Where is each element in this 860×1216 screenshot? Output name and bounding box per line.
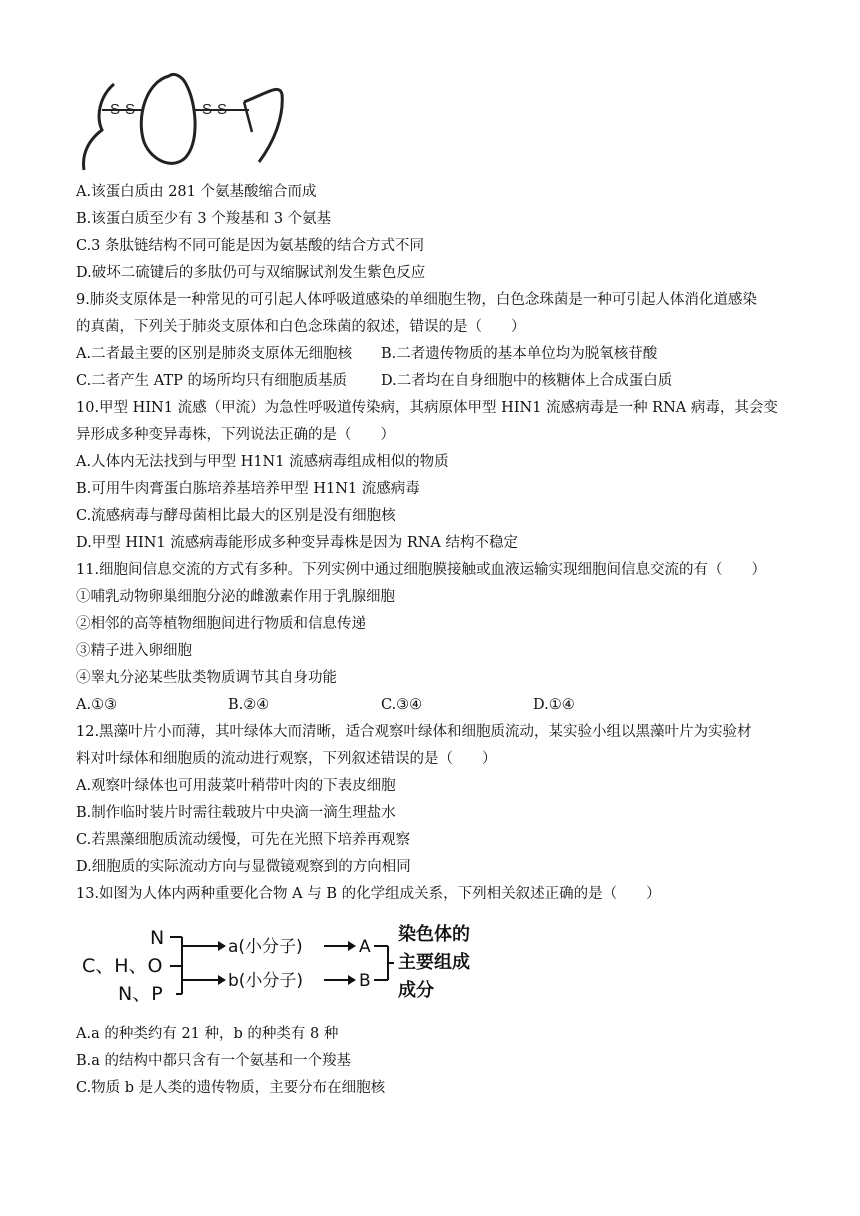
q10-option-d: D.甲型 HIN1 流感病毒能形成多种变异毒株是因为 RNA 结构不稳定 bbox=[76, 535, 519, 551]
q11-item-3: ③精子进入卵细胞 bbox=[76, 643, 192, 659]
protein-disulfide-figure bbox=[74, 62, 304, 172]
element-c-h-o: C、H、O bbox=[82, 955, 163, 977]
q12-stem-line2: 料对叶绿体和细胞质的流动进行观察，下列叙述错误的是（ ） bbox=[76, 751, 497, 767]
q10-option-b: B.可用牛肉膏蛋白胨培养基培养甲型 H1N1 流感病毒 bbox=[76, 481, 420, 497]
compound-a: A bbox=[359, 937, 371, 957]
q8-option-d: D.破坏二硫键后的多肽仍可与双缩脲试剂发生紫色反应 bbox=[76, 265, 426, 281]
q13-stem: 13.如图为人体内两种重要化合物 A 与 B 的化学组成关系，下列相关叙述正确的是（ ） bbox=[76, 886, 661, 902]
disulfide-label-left: S-S bbox=[110, 101, 136, 118]
q12-option-d: D.细胞质的实际流动方向与显微镜观察到的方向相同 bbox=[76, 859, 411, 875]
q9-stem-line1: 9.肺炎支原体是一种常见的可引起人体呼吸道感染的单细胞生物，白色念珠菌是一种可引起人体消化道感染 bbox=[76, 292, 757, 308]
q8-option-c: C.3 条肽链结构不同可能是因为氨基酸的结合方式不同 bbox=[76, 238, 425, 254]
q13-option-a: A.a 的种类约有 21 种，b 的种类有 8 种 bbox=[76, 1026, 339, 1042]
b-small-molecule: b(小分子) bbox=[228, 971, 304, 991]
q13-option-b: B.a 的结构中都只含有一个氨基和一个羧基 bbox=[76, 1053, 352, 1069]
q10-stem-line2: 异形成多种变异毒株，下列说法正确的是（ ） bbox=[76, 427, 395, 443]
q11-item-4: ④睾丸分泌某些肽类物质调节其自身功能 bbox=[76, 670, 337, 686]
q8-option-b: B.该蛋白质至少有 3 个羧基和 3 个氨基 bbox=[76, 211, 332, 227]
result-line1: 染色体的 bbox=[398, 924, 470, 945]
q12-stem-line1: 12.黑藻叶片小而薄，其叶绿体大而清晰，适合观察叶绿体和细胞质流动，某实验小组以黑藻叶片为实验材 bbox=[76, 724, 752, 740]
q9-option-b: B.二者遗传物质的基本单位均为脱氧核苷酸 bbox=[381, 346, 658, 362]
q10-option-a: A.人体内无法找到与甲型 H1N1 流感病毒组成相似的物质 bbox=[76, 454, 449, 470]
q11-option-a: A.①③ bbox=[76, 697, 118, 713]
q11-stem: 11.细胞间信息交流的方式有多种。下列实例中通过细胞膜接触或血液运输实现细胞间信息交流的有（ ） bbox=[76, 562, 767, 578]
element-n: N bbox=[150, 927, 165, 949]
result-line2: 主要组成 bbox=[398, 952, 470, 973]
q12-option-b: B.制作临时装片时需往载玻片中央滴一滴生理盐水 bbox=[76, 805, 396, 821]
q10-stem-line1: 10.甲型 HIN1 流感（甲流）为急性呼吸道传染病，其病原体甲型 HIN1 流感病毒是一种 RNA 病毒，其会变 bbox=[76, 400, 778, 416]
q12-option-a: A.观察叶绿体也可用菠菜叶稍带叶肉的下表皮细胞 bbox=[76, 778, 396, 794]
q11-item-2: ②相邻的高等植物细胞间进行物质和信息传递 bbox=[76, 616, 366, 632]
a-small-molecule: a(小分子) bbox=[228, 937, 303, 957]
q11-item-1: ①哺乳动物卵巢细胞分泌的雌激素作用于乳腺细胞 bbox=[76, 589, 395, 605]
disulfide-label-right: S-S bbox=[202, 101, 228, 118]
element-n-p: N、P bbox=[118, 983, 163, 1005]
q11-option-d: D.①④ bbox=[533, 697, 575, 713]
q8-option-a: A.该蛋白质由 281 个氨基酸缩合而成 bbox=[76, 184, 317, 200]
q11-option-b: B.②④ bbox=[228, 697, 270, 713]
result-line3: 成分 bbox=[398, 980, 434, 1001]
q10-option-c: C.流感病毒与酵母菌相比最大的区别是没有细胞核 bbox=[76, 508, 396, 524]
q9-option-d: D.二者均在自身细胞中的核糖体上合成蛋白质 bbox=[381, 373, 673, 389]
compound-b: B bbox=[359, 971, 371, 991]
q12-option-c: C.若黑藻细胞质流动缓慢，可先在光照下培养再观察 bbox=[76, 832, 411, 848]
composition-diagram bbox=[76, 920, 496, 1010]
q9-stem-line2: 的真菌，下列关于肺炎支原体和白色念珠菌的叙述，错误的是（ ） bbox=[76, 319, 526, 335]
q9-option-c: C.二者产生 ATP 的场所均只有细胞质基质 bbox=[76, 373, 348, 389]
q11-option-c: C.③④ bbox=[381, 697, 423, 713]
q9-option-a: A.二者最主要的区别是肺炎支原体无细胞核 bbox=[76, 346, 353, 362]
q13-option-c: C.物质 b 是人类的遗传物质，主要分布在细胞核 bbox=[76, 1080, 386, 1096]
